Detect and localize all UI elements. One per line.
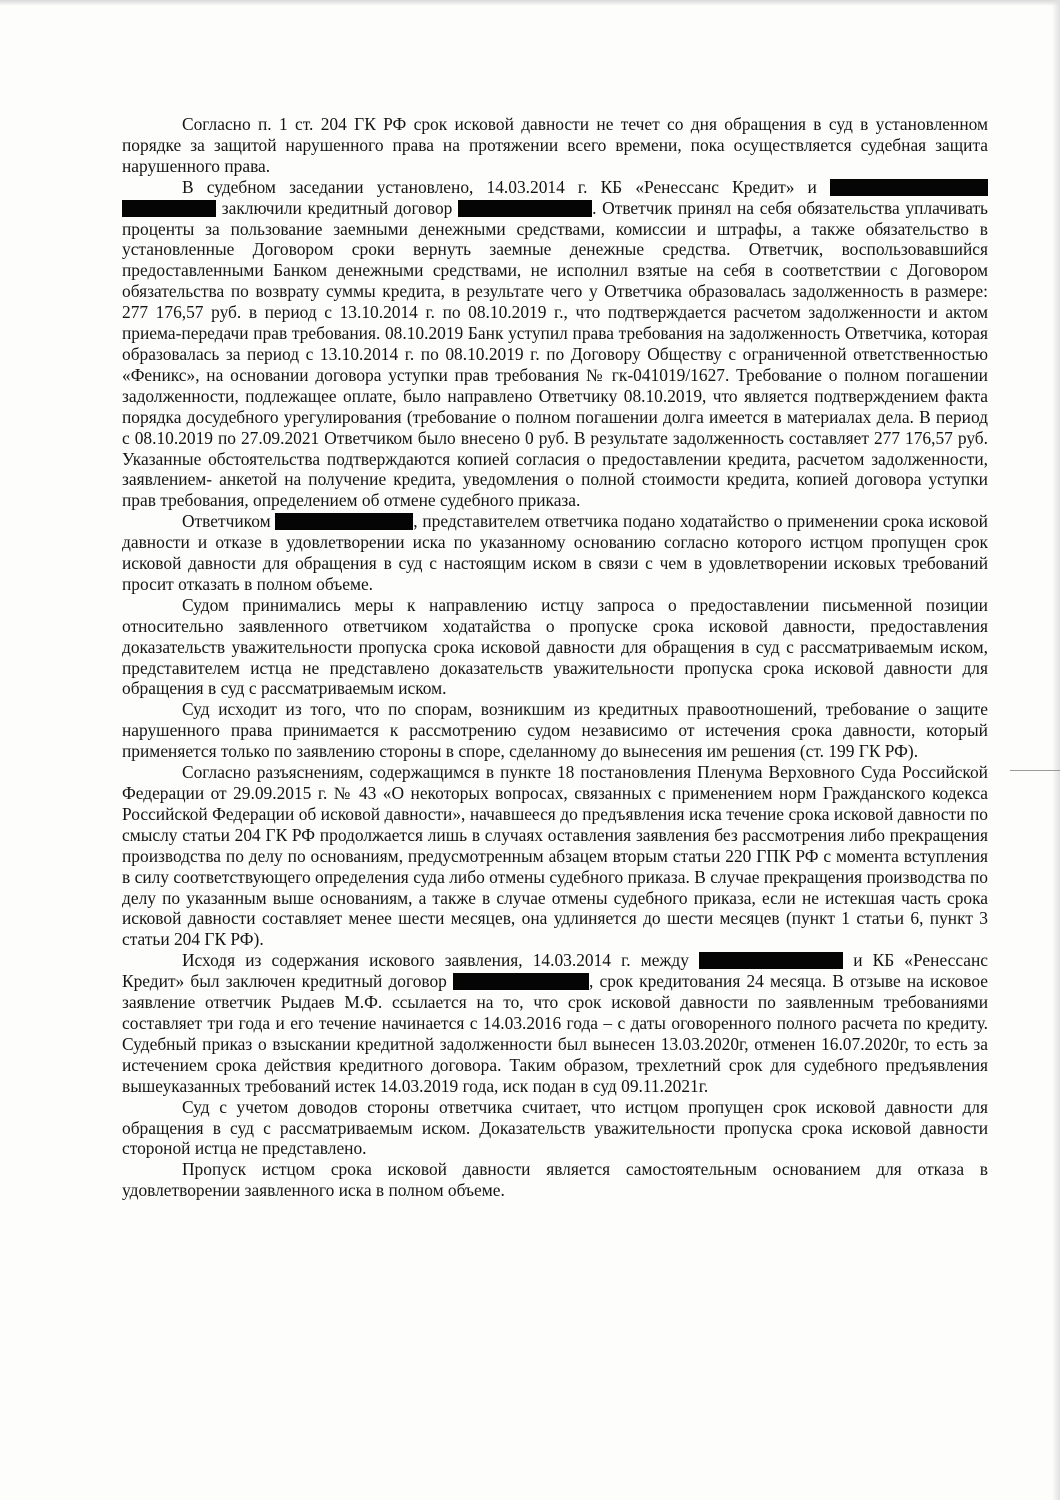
paragraph-text: и КБ «Ренессанс Кредит» был заключен кредитный договор [122, 950, 988, 992]
redaction-respondent-name [275, 513, 413, 530]
paragraph-court-conclusion [122, 1097, 988, 1160]
paragraph-plenum-clarification [122, 762, 988, 950]
document-body [122, 114, 988, 1201]
paragraph-court-position [122, 699, 988, 762]
paragraph-claim-analysis [122, 950, 988, 1096]
redaction-borrower-name [699, 952, 843, 969]
paragraph-court-request [122, 595, 988, 700]
paragraph-limitation-rule [122, 114, 988, 177]
redaction-defendant-name-2 [122, 200, 216, 217]
paragraph-text: Пропуск истцом срока исковой давности является самостоятельным основанием для отказа в удовлетворении заявленного иска в полном объеме. [122, 1159, 988, 1201]
redaction-defendant-name [830, 179, 988, 196]
paragraph-text: Согласно п. 1 ст. 204 ГК РФ срок исковой давности не течет со дня обращения в суд в установленном порядке за защитой нарушенного права на протяжении всего времени, пока осуществляется судебная защита нарушенного права. [122, 114, 988, 176]
redaction-contract-number [458, 200, 592, 217]
paragraph-contract-facts [122, 177, 988, 512]
paragraph-text: В судебном заседании установлено, 14.03.2014 г. КБ «Ренессанс Кредит» и [182, 176, 830, 197]
paragraph-respondent-motion [122, 511, 988, 595]
paragraph-text: заключили кредитный договор [216, 197, 459, 218]
paragraph-text: Суд исходит из того, что по спорам, возникшим из кредитных правоотношений, требование о защите нарушенного права принимается к рассмотрению судом независимо от истечения срока давности, который применяется только по заявлению стороны в споре, сделанному до вынесения им решения (ст. 199 ГК РФ). [122, 699, 988, 762]
scan-edge-right [1052, 0, 1060, 1500]
redaction-contract-number-2 [453, 973, 589, 990]
paragraph-text: Судом принимались меры к направлению истцу запроса о предоставлении письменной позиции относительно заявленного ответчиком ходатайства о пропуске срока исковой давности, предоставления доказательств уважительности пропуска срока исковой давности для обращения в суд с рассматриваемым иском, представителем истца не представлено доказательств уважительности пропуска срока исковой давности для обращения в суд с рассматриваемым иском. [122, 594, 988, 699]
scan-edge-top [0, 0, 1060, 6]
paragraph-text: Ответчиком [182, 511, 276, 532]
paragraph-text: , представителем ответчика подано ходатайство о применении срока исковой давности и отказе в удовлетворении иска по указанному основанию согласно которого истцом пропущен срок исковой давности для обращения в суд с настоящим иском в связи с чем в удовлетворении исковых требований просит отказать в полном объеме. [122, 511, 988, 594]
paragraph-text: Исходя из содержания искового заявления, 14.03.2014 г. между [182, 950, 700, 971]
paragraph-text: Суд с учетом доводов стороны ответчика считает, что истцом пропущен срок исковой давности для обращения в суд с рассматриваемым иском. Доказательств уважительности пропуска срока исковой давности стороной истца не представлено. [122, 1096, 988, 1159]
paragraph-text: , срок кредитования 24 месяца. В отзыве на исковое заявление ответчик Рыдаев М.Ф. ссылается на то, что срок исковой давности по заявленным требованиями составляет три года и его течение начинается с 14.03.2016 года – с даты оговоренного полного расчета по кредиту. Судебный приказ о взыскании кредитной задолженности был вынесен 13.03.2020г, отменен 16.07.2020г, то есть за истечением срока действия кредитного договора. Таким образом, трехлетний срок для судебного предъявления вышеуказанных требований истек 14.03.2019 года, иск подан в суд 09.11.2021г. [122, 971, 988, 1096]
fold-mark [1010, 770, 1060, 771]
paragraph-text: Согласно разъяснениям, содержащимся в пункте 18 постановления Пленума Верховного Суда Российской Федерации от 29.09.2015 г. № 43 «О некоторых вопросах, связанных с применением норм Гражданского кодекса Российской Федерации об исковой давности», начавшееся до предъявления иска течение срока исковой давности по смыслу статьи 204 ГК РФ продолжается лишь в случаях оставления заявления без рассмотрения либо прекращения производства по делу по основаниям, предусмотренным абзацем вторым статьи 220 ГПК РФ с момента вступления в силу соответствующего определения суда либо отмены судебного приказа. В случае прекращения производства по делу по указанным выше основаниям, а также в случае отмены судебного приказа, если не истекшая часть срока исковой давности составляет менее шести месяцев, она удлиняется до шести месяцев (пункт 1 статьи 6, пункт 3 статьи 204 ГК РФ). [122, 762, 988, 950]
paragraph-final-ground [122, 1159, 988, 1201]
paragraph-text: . Ответчик принял на себя обязательства уплачивать проценты за пользование заемными денежными средствами, комиссии и штрафы, а также обязательство в установленные Договором сроки вернуть заемные денежные средства. Ответчик, воспользовавшийся предоставленными Банком денежными средствами, не исполнил взятые на себя в соответствии с Договором обязательства по возврату суммы кредита, в результате чего у Ответчика образовалась задолженность в размере: 277 176,57 руб. в период с 13.10.2014 г. по 08.10.2019 г., что подтверждается расчетом задолженности и актом приема-передачи прав требования. 08.10.2019 Банк уступил права требования на задолженность Ответчика, которая образовалась за период с 13.10.2014 г. по 08.10.2019 г. по Договору Обществу с ограниченной ответственностью «Феникс», на основании договора уступки прав требования № гк-041019/1627. Требование о полном погашении задолженности, подлежащее оплате, было направлено Ответчику 08.10.2019, что является подтверждением факта порядка досудебного урегулирования (требование о полном погашении долга имеется в материалах дела. В период с 08.10.2019 по 27.09.2021 Ответчиком было внесено 0 руб. В результате задолженность составляет 277 176,57 руб. Указанные обстоятельства подтверждаются копией согласия о предоставлении кредита, расчетом задолженности, заявлением- анкетой на получение кредита, уведомления о полной стоимости кредита, копией договора уступки прав требования, определением об отмене судебного приказа. [122, 197, 988, 511]
